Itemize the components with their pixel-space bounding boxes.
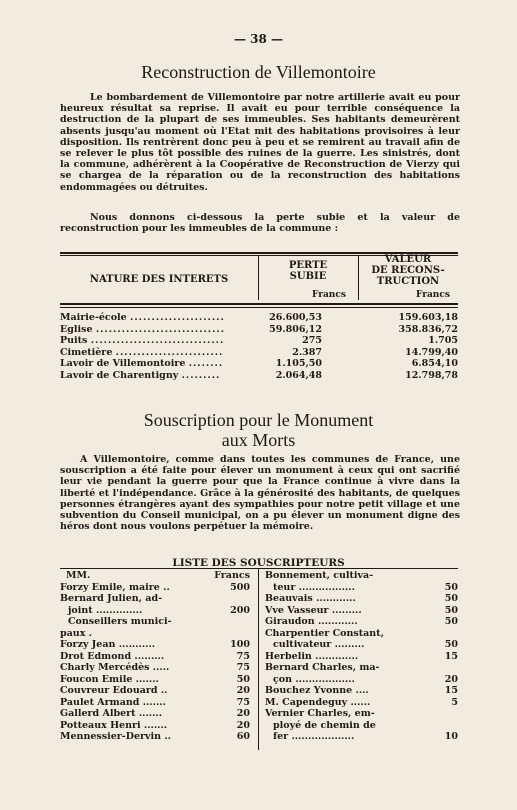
subscriber-name: Forzy Jean ........... bbox=[60, 639, 156, 650]
subscriber-row bbox=[60, 639, 250, 651]
subscriber-row bbox=[60, 582, 250, 594]
col-header-nature: NATURE DES INTERETS bbox=[89, 274, 229, 285]
col-header-valeur-line3: TRUCTION bbox=[376, 276, 440, 287]
subscriber-name: Paulet Armand ....... bbox=[60, 696, 166, 708]
subscriber-name: Forzy Emile, maire .. bbox=[60, 581, 170, 593]
section1-paragraph2: Nous donnons ci-dessous la perte subie et la valeur de reconstruction pour les immeubles de la commune : bbox=[60, 212, 460, 235]
subscriber-name: çon .................. bbox=[273, 673, 355, 685]
subscriber-row bbox=[265, 674, 458, 686]
subscriber-name: joint .............. bbox=[68, 604, 143, 616]
subscriber-row bbox=[60, 685, 250, 697]
subscriber-amount: 15 bbox=[444, 650, 458, 662]
subscriber-row bbox=[265, 605, 458, 617]
row-valeur: 12.798,78 bbox=[405, 369, 458, 381]
left-header-unit: Francs bbox=[214, 570, 250, 581]
subscriber-name: Bernard Charles, ma- bbox=[265, 662, 380, 673]
subscriber-name: Gallerd Albert ....... bbox=[60, 708, 163, 719]
row-dots: .............................. bbox=[95, 323, 226, 335]
subscriber-row bbox=[265, 731, 458, 743]
subscriber-row bbox=[265, 651, 458, 663]
row-valeur: 159.603,18 bbox=[398, 312, 458, 323]
subscriber-name: paux . bbox=[60, 627, 92, 639]
row-label: Lavoir de Villemontoire bbox=[60, 358, 186, 369]
subscriber-name: Bouchez Yvonne .... bbox=[265, 685, 369, 696]
row-perte: 275 bbox=[302, 335, 322, 346]
row-valeur: 14.799,40 bbox=[405, 346, 458, 358]
subscriber-row bbox=[265, 708, 458, 720]
row-label: Mairie-école bbox=[60, 312, 127, 323]
subscribers-rule bbox=[60, 568, 458, 569]
subscriber-amount: 10 bbox=[444, 731, 458, 742]
subscriber-name: Bernard Julien, ad- bbox=[60, 593, 163, 604]
subscriber-name: Vve Vasseur ......... bbox=[265, 604, 362, 616]
table-header-rule bbox=[60, 303, 458, 305]
page-number: — 38 — bbox=[233, 32, 284, 46]
subscriber-amount: 20 bbox=[236, 719, 250, 731]
table-header-rule-thin bbox=[60, 307, 458, 308]
table-row bbox=[60, 347, 458, 358]
subscriber-name: Charly Mercédès ..... bbox=[60, 662, 170, 673]
subscriber-name: Herbelin ............. bbox=[265, 650, 359, 662]
left-header-mm: MM. bbox=[66, 570, 91, 581]
subscriber-amount: 20 bbox=[236, 685, 250, 696]
subscriber-amount: 50 bbox=[444, 639, 458, 650]
subscriber-row bbox=[60, 708, 250, 720]
subscriber-name: Drot Edmond ......... bbox=[60, 650, 165, 662]
row-perte: 2.064,48 bbox=[275, 369, 322, 381]
subscriber-amount: 75 bbox=[236, 662, 250, 673]
section2-title-line1: Souscription pour le Monument bbox=[143, 410, 374, 430]
subscriber-name: M. Capendeguy ...... bbox=[265, 696, 371, 708]
subscribers-title: LISTE DES SOUSCRIPTEURS bbox=[172, 557, 345, 569]
subscriber-amount: 200 bbox=[230, 604, 250, 616]
subscriber-amount: 50 bbox=[444, 616, 458, 627]
subscriber-amount: 20 bbox=[236, 708, 250, 719]
subscribers-right-column bbox=[265, 570, 458, 743]
subscriber-name: Potteaux Henri ....... bbox=[60, 719, 168, 731]
subscriber-row bbox=[60, 662, 250, 674]
row-valeur: 1.705 bbox=[428, 335, 458, 346]
subscriber-name: ployé de chemin de bbox=[273, 719, 376, 731]
row-label: Puits bbox=[60, 335, 88, 346]
subscriber-row bbox=[265, 720, 458, 732]
table-row bbox=[60, 312, 458, 323]
col-header-valeur-line2: DE RECONS- bbox=[371, 265, 445, 276]
subscriber-amount: 50 bbox=[444, 581, 458, 593]
subscriber-row bbox=[60, 674, 250, 686]
subscriber-name: cultivateur ......... bbox=[273, 639, 365, 650]
row-perte: 26.600,53 bbox=[269, 312, 322, 323]
row-valeur: 358.836,72 bbox=[398, 323, 458, 335]
subscriber-name: fer ................... bbox=[273, 731, 355, 742]
row-valeur: 6.854,10 bbox=[411, 358, 458, 369]
subscriber-name: Beauvais ............ bbox=[265, 593, 356, 604]
subscriber-row bbox=[60, 697, 250, 709]
subscriber-row bbox=[265, 628, 458, 640]
subscriber-name: Charpentier Constant, bbox=[265, 627, 384, 639]
table-row bbox=[60, 324, 458, 335]
row-perte: 1.105,50 bbox=[275, 358, 322, 369]
subscriber-amount: 50 bbox=[444, 593, 458, 604]
row-dots: ............................... bbox=[90, 335, 225, 346]
left-header bbox=[60, 570, 250, 582]
losses-table bbox=[60, 252, 458, 385]
subscriber-name: Bonnement, cultiva- bbox=[265, 570, 374, 581]
subscriber-amount: 5 bbox=[451, 696, 458, 708]
col-unit-perte: Francs bbox=[312, 290, 346, 300]
subscriber-name: Conseillers munici- bbox=[68, 616, 172, 627]
subscriber-row bbox=[265, 582, 458, 594]
col-unit-valeur: Francs bbox=[416, 290, 450, 300]
subscriber-amount: 15 bbox=[444, 685, 458, 696]
subscriber-row bbox=[265, 685, 458, 697]
row-dots: ......... bbox=[181, 369, 221, 381]
row-perte: 59.806,12 bbox=[269, 323, 322, 335]
subscriber-amount: 20 bbox=[444, 673, 458, 685]
row-label: Eglise bbox=[60, 323, 93, 335]
row-perte: 2.387 bbox=[292, 346, 322, 358]
subscriber-name: Foucon Emile ....... bbox=[60, 673, 159, 685]
subscribers-left-column bbox=[60, 570, 250, 743]
row-label: Lavoir de Charentigny bbox=[60, 369, 179, 381]
subscriber-row bbox=[265, 616, 458, 628]
subscribers-col-divider bbox=[258, 568, 259, 750]
table-row bbox=[60, 358, 458, 369]
subscriber-row bbox=[60, 593, 250, 605]
subscriber-name: Giraudon ............ bbox=[265, 616, 358, 627]
subscriber-row bbox=[265, 570, 458, 582]
subscriber-row bbox=[60, 731, 250, 743]
subscriber-amount: 50 bbox=[236, 673, 250, 685]
row-dots: ........ bbox=[188, 358, 224, 369]
subscriber-row bbox=[60, 616, 250, 628]
subscriber-row bbox=[265, 662, 458, 674]
subscriber-amount: 500 bbox=[230, 581, 250, 593]
subscriber-row bbox=[60, 628, 250, 640]
row-label: Cimetière bbox=[60, 346, 113, 358]
subscriber-row bbox=[60, 605, 250, 617]
subscriber-name: Vernier Charles, em- bbox=[265, 708, 375, 719]
subscriber-row bbox=[60, 651, 250, 663]
section1-title: Reconstruction de Villemontoire bbox=[141, 62, 376, 82]
table-row bbox=[60, 370, 458, 381]
row-dots: ...................... bbox=[130, 312, 225, 323]
section2-title bbox=[0, 410, 517, 450]
subscriber-row bbox=[265, 593, 458, 605]
subscriber-amount: 75 bbox=[236, 650, 250, 662]
subscriber-row bbox=[265, 639, 458, 651]
section2-paragraph: A Villemontoire, comme dans toutes les communes de France, une souscription a été faite pour élever un monument à ceux qui ont sacrifié leur vie pendant la guerre pour que la France continue à vivre dans la liberté et l'indépendance. Grâce à la générosité des habitants, de quelques personnes étrangères ayant des sympathies pour notre petit village et une subvention du Conseil municipal, on a pu élever un monument digne des héros dont nous voulons perpétuer la mémoire. bbox=[60, 454, 460, 533]
subscriber-amount: 50 bbox=[444, 604, 458, 616]
row-dots: ......................... bbox=[115, 346, 224, 358]
subscriber-row bbox=[60, 720, 250, 732]
subscriber-amount: 100 bbox=[230, 639, 250, 650]
subscriber-amount: 75 bbox=[236, 696, 250, 708]
subscriber-amount: 60 bbox=[236, 731, 250, 742]
subscriber-name: Couvreur Edouard .. bbox=[60, 685, 168, 696]
subscriber-name: teur ................. bbox=[273, 581, 355, 593]
col-header-perte-line2: SUBIE bbox=[289, 271, 327, 282]
section1-paragraph1: Le bombardement de Villemontoire par notre artillerie avait eu pour heureux résultat sa reprise. Il avait eu pour terrible conséquence la destruction de la plupart de ses immeubles. Ses habitants demeurèrent absents jusqu'au moment où l'Etat mit des habitations provisoires à leur disposition. Ils rentrèrent donc peu à peu et se remirent au travail afin de se relever le plus tôt possible des ruines de la guerre. Les sinistrés, dont la commune, adhérèrent à la Coopérative de Reconstruction de Vierzy qui se chargea de la réparation ou de la reconstruction des habitations endommagées ou détruites. bbox=[60, 92, 460, 193]
table-row bbox=[60, 335, 458, 346]
section2-title-line2: aux Morts bbox=[221, 430, 296, 450]
col-header-valeur-line1: VALEUR bbox=[384, 254, 432, 265]
subscriber-row bbox=[265, 697, 458, 709]
col-header-perte-line1: PERTE bbox=[288, 260, 328, 271]
subscriber-name: Mennessier-Dervin .. bbox=[60, 731, 171, 742]
